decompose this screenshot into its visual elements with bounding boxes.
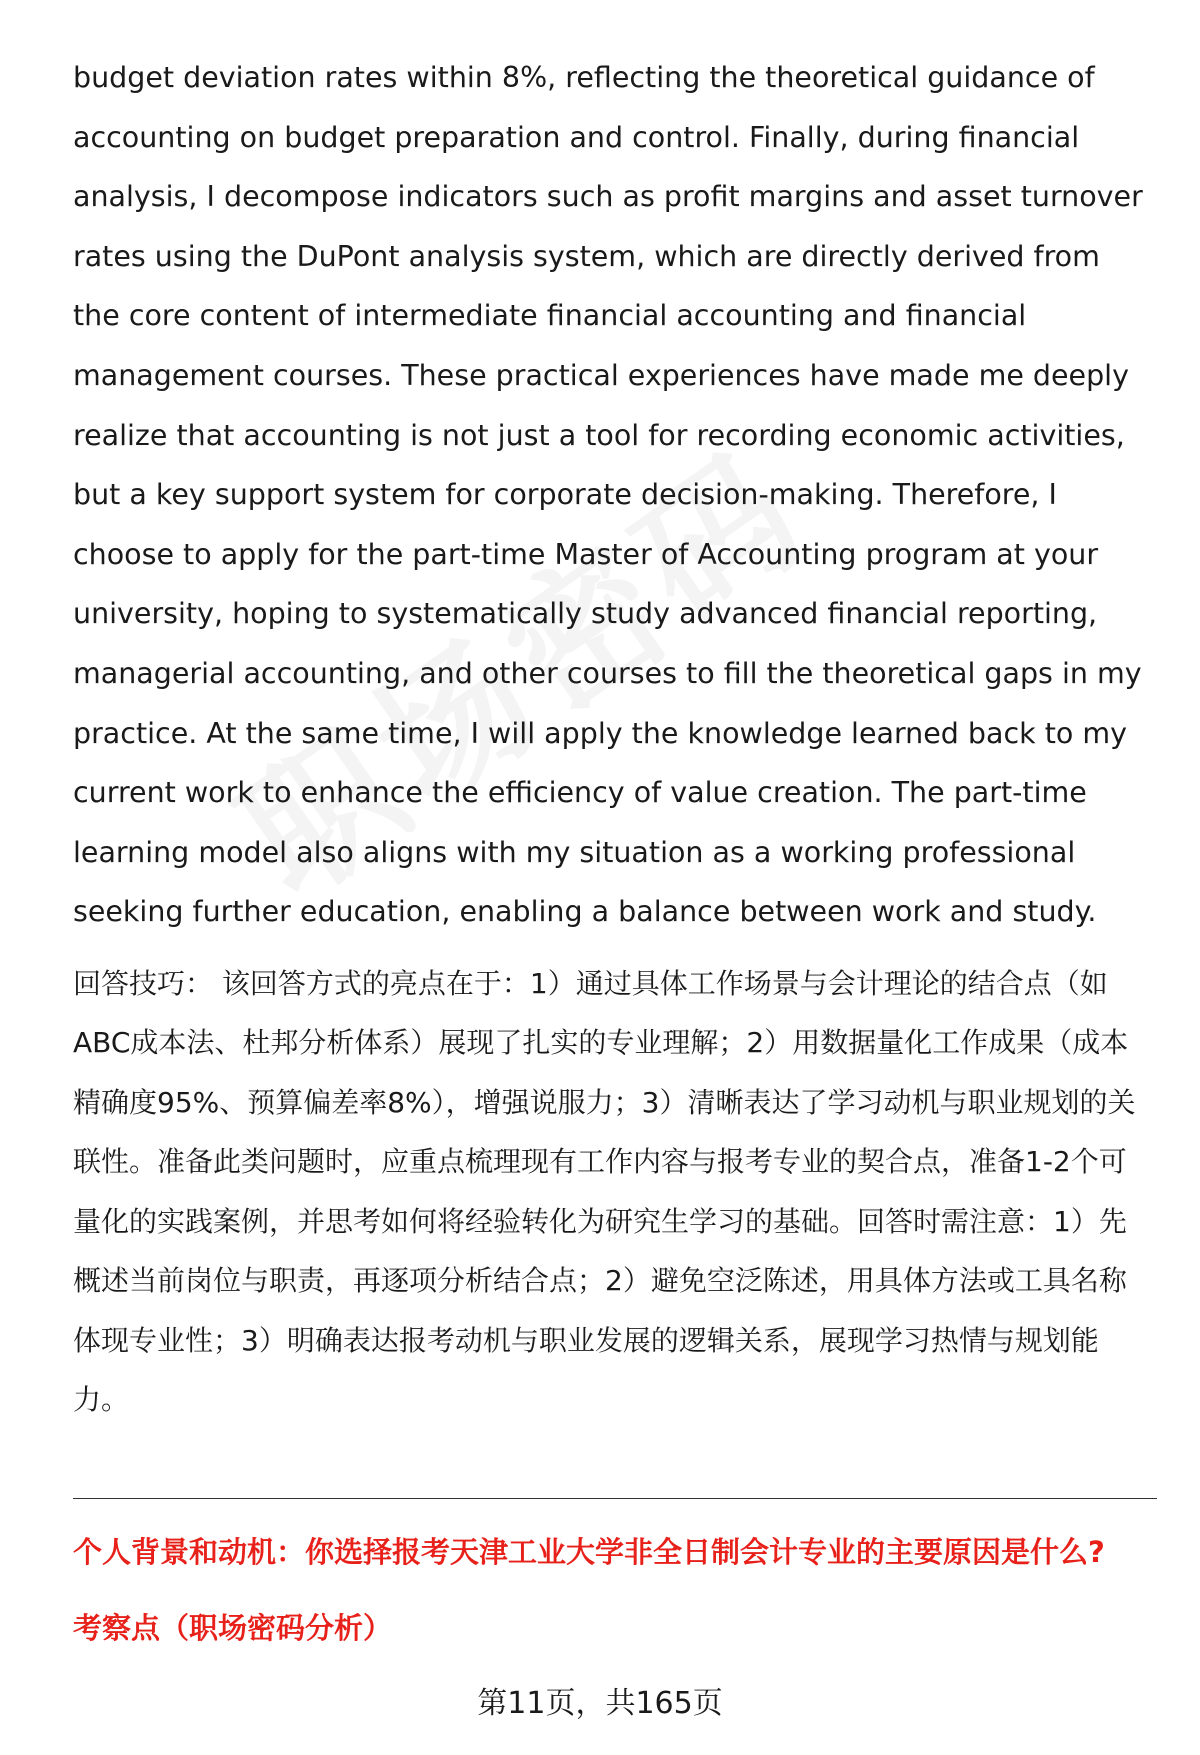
answer-tips-paragraph: 回答技巧： 该回答方式的亮点在于：1）通过具体工作场景与会计理论的结合点（如ABC成本法、杜邦分析体系）展现了扎实的专业理解；2）用数据量化工作成果（成本精确度95%、预算偏差率8%），增强说服力；3）清晰表达了学习动机与职业规划的关联性。准备此类问题时，应重点梳理现有工作内容与报考专业的契合点，准备1-2个可量化的实践案例，并思考如何将经验转化为研究生学习的基础。回答时需注意：1）先概述当前岗位与职责，再逐项分析结合点；2）避免空泛陈述，用具体方法或工具名称体现专业性；3）明确表达报考动机与职业发展的逻辑关系，展现学习热情与规划能力。: [73, 966, 1136, 1417]
assessment-point-heading: 考察点（职场密码分析）: [73, 1611, 393, 1645]
section-divider: [73, 1498, 1157, 1499]
page-number-footer: 第11页，共165页: [477, 1686, 723, 1721]
question-heading: 个人背景和动机：你选择报考天津工业大学非全日制会计专业的主要原因是什么?: [73, 1535, 1105, 1569]
page-content: [73, 48, 1153, 1430]
english-answer-paragraph: budget deviation rates within 8%, reflecting the theoretical guidance of accounting on budget preparation and control. Finally, during financial analysis, I decompose indicators such as profit margins and asset turnover rates using the DuPont analysis system, which are directly derived from the core content of intermediate financial accounting and financial management courses. These practical experiences have made me deeply realize that accounting is not just a tool for recording economic activities, but a key support system for corporate decision-making. Therefore, I choose to apply for the part-time Master of Accounting program at your university, hoping to systematically study advanced financial reporting, managerial accounting, and other courses to fill the theoretical gaps in my practice. At the same time, I will apply the knowledge learned back to my current work to enhance the efficiency of value creation. The part-time learning model also aligns with my situation as a working professional seeking further education, enabling a balance between work and study.: [73, 61, 1143, 929]
